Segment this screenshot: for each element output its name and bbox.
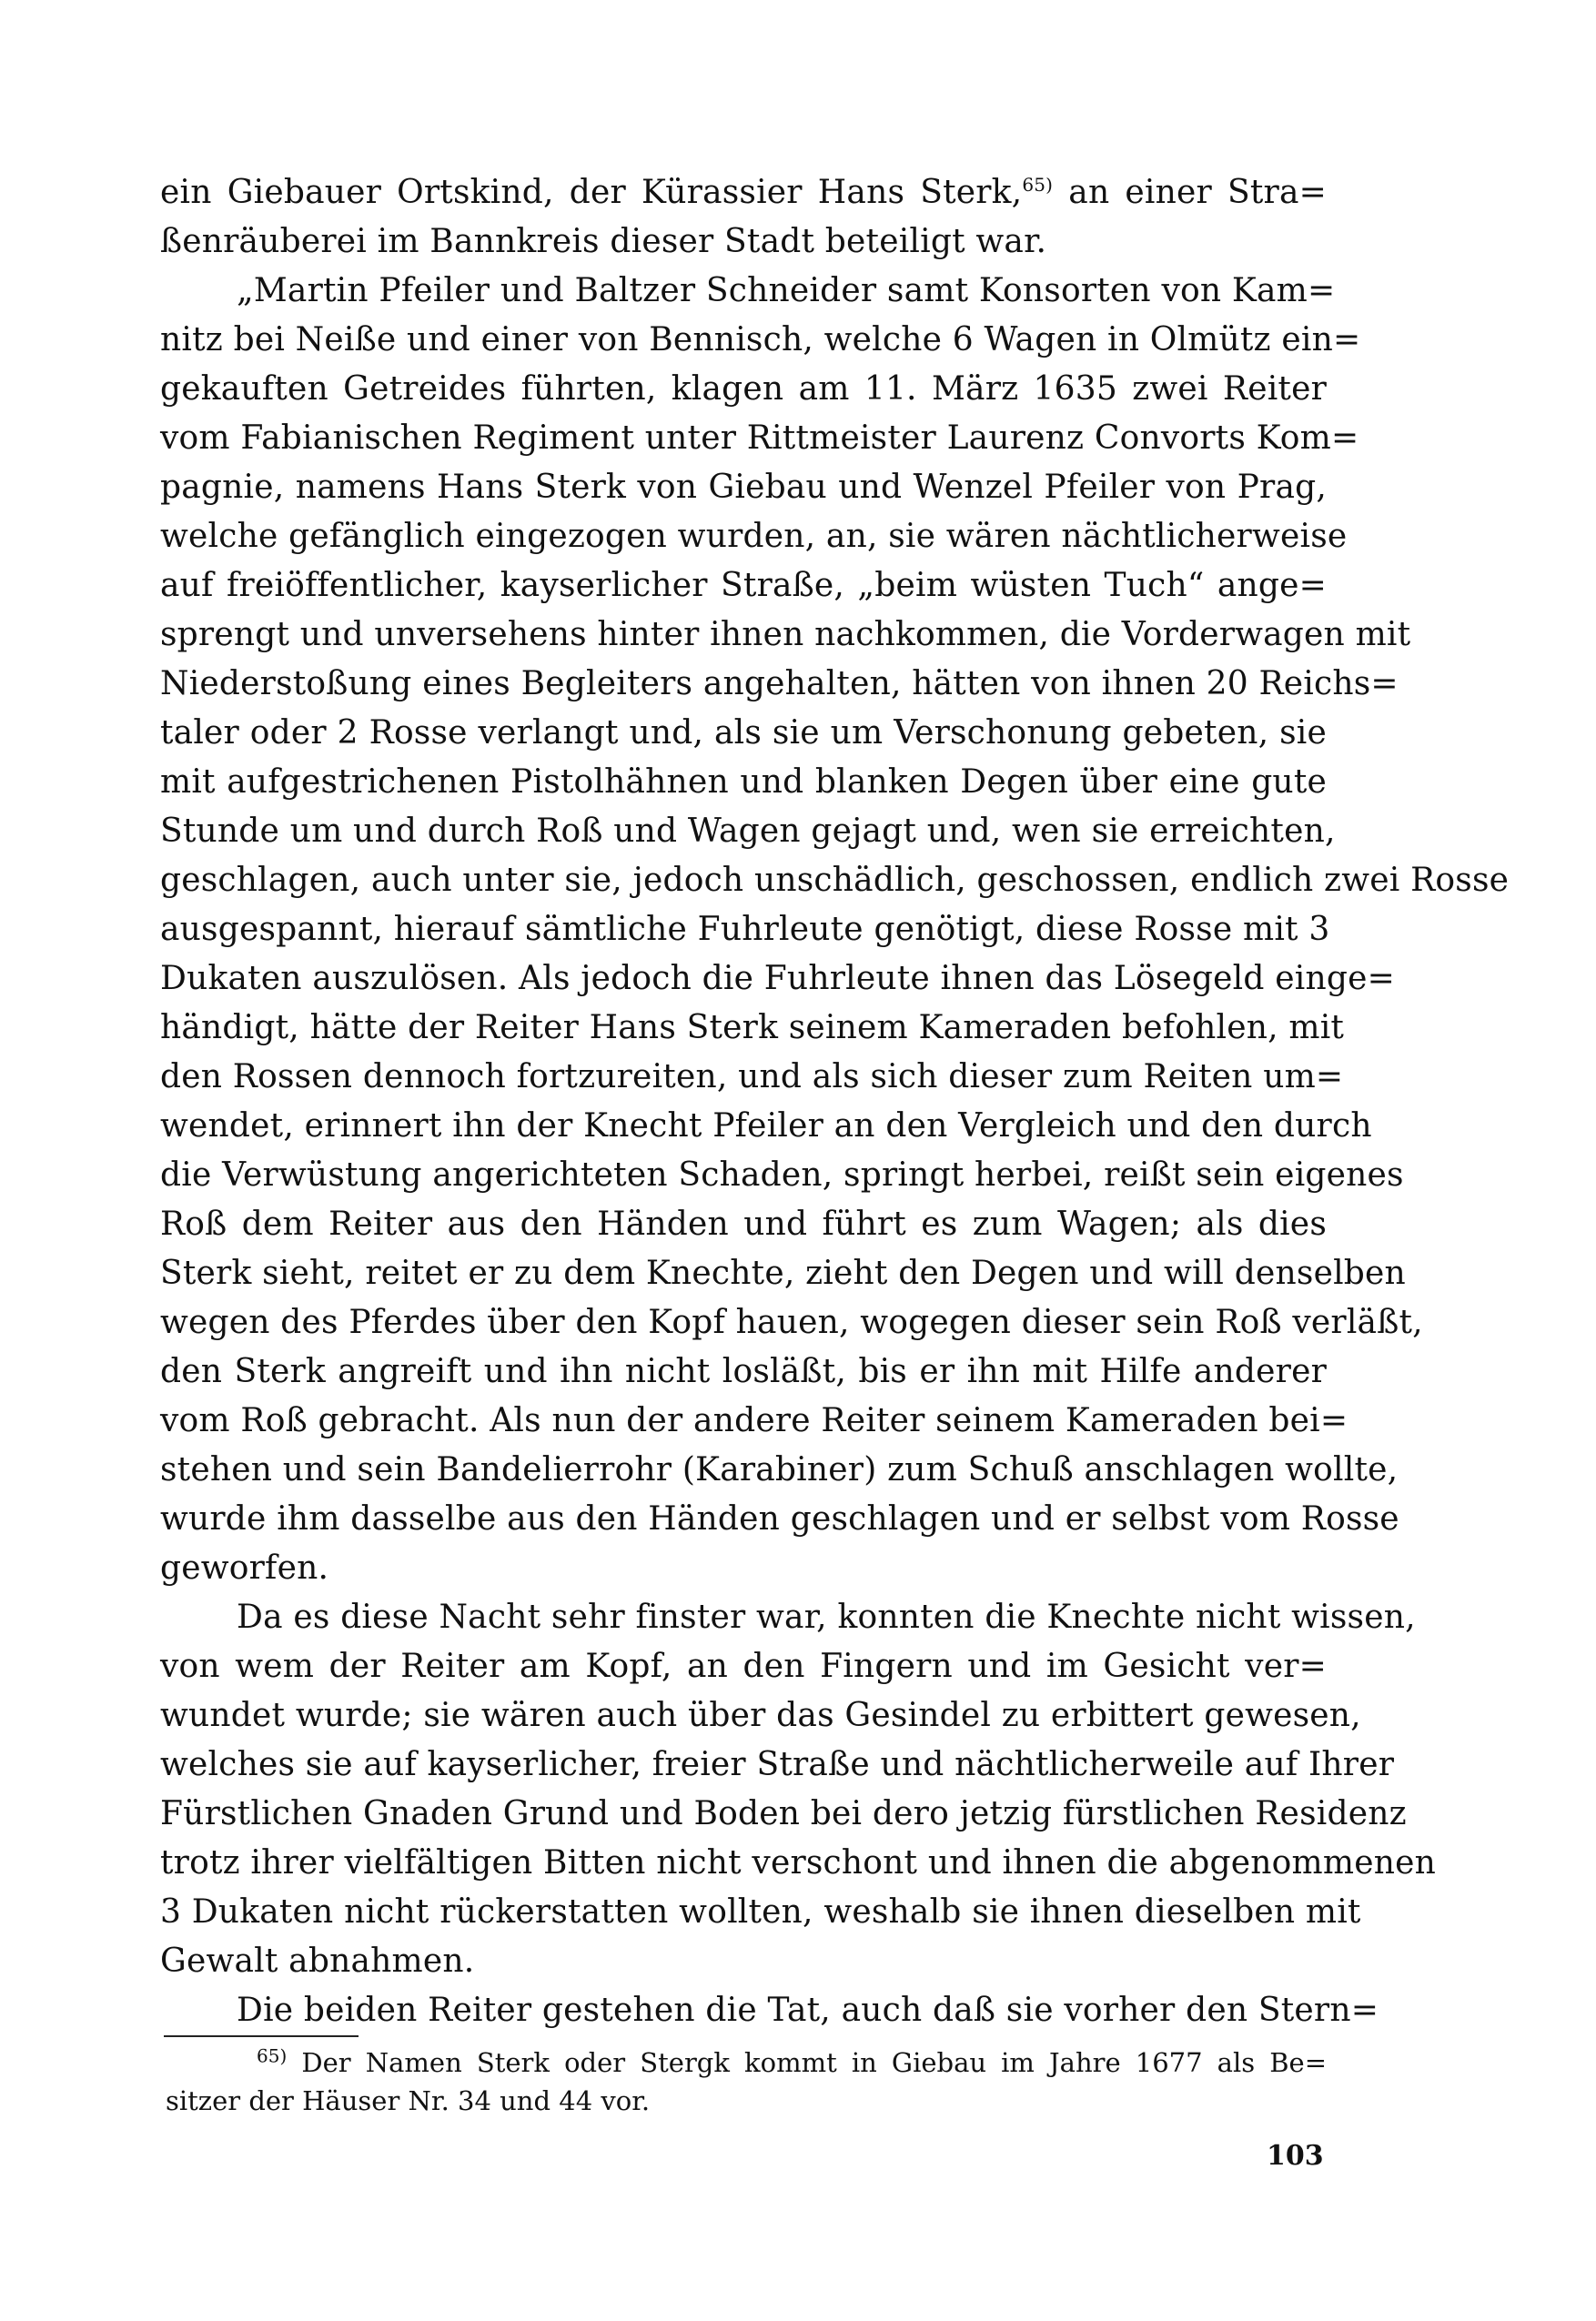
body-text <box>160 168 1510 2035</box>
text-line: sprengt und unversehens hinter ihnen nachkommen, die Vorderwagen mit <box>160 616 1411 653</box>
footnote <box>166 2043 1327 2120</box>
text-line: welche gefänglich eingezogen wurden, an, sie wären nächtlicherweise <box>160 518 1348 555</box>
text-line: Fürstlichen Gnaden Grund und Boden bei dero jetzig fürstlichen Residenz <box>160 1795 1407 1832</box>
text-line: geworfen. <box>160 1549 329 1587</box>
text-line: vom Fabianischen Regiment unter Rittmeister Laurenz Convorts Kom= <box>160 419 1359 457</box>
text-line: den Rossen dennoch fortzureiten, und als sich dieser zum Reiten um= <box>160 1058 1344 1095</box>
text-line: taler oder 2 Rosse verlangt und, als sie um Verschonung gebeten, sie <box>160 714 1327 752</box>
text-line: stehen und sein Bandelierrohr (Karabiner) zum Schuß anschlagen wollte, <box>160 1451 1399 1488</box>
text-line: wundet wurde; sie wären auch über das Gesindel zu erbittert gewesen, <box>160 1697 1361 1734</box>
text-line: Sterk sieht, reitet er zu dem Knechte, zieht den Degen und will denselben <box>160 1255 1406 1292</box>
text-line: ßenräuberei im Bannkreis dieser Stadt beteiligt war. <box>160 223 1047 260</box>
text-line: welches sie auf kayserlicher, freier Straße und nächtlicherweile auf Ihrer <box>160 1746 1395 1783</box>
footnote-line: $^{65)}$ Der Namen Sterk oder Stergk kommt in Giebau im Jahre 1677 als Be= <box>257 2044 1327 2078</box>
text-line: die Verwüstung angerichteten Schaden, springt herbei, reißt sein eigenes <box>160 1156 1404 1194</box>
footnote-marker: 65) <box>257 2044 288 2067</box>
text-line: den Sterk angreift und ihn nicht losläßt, bis er ihn mit Hilfe anderer <box>160 1353 1327 1390</box>
text-line: vom Roß gebracht. Als nun der andere Reiter seinem Kameraden bei= <box>160 1402 1349 1439</box>
text-line: ein Giebauer Ortskind, der Kürassier Hans Sterk,$^{65)}$ an einer Stra= <box>160 174 1327 211</box>
text-line: Roß dem Reiter aus den Händen und führt es zum Wagen; als dies <box>160 1206 1327 1243</box>
text-line: händigt, hätte der Reiter Hans Sterk seinem Kameraden befohlen, mit <box>160 1009 1345 1046</box>
text-line: auf freiöffentlicher, kayserlicher Straße, „beim wüsten Tuch“ ange= <box>160 567 1327 604</box>
text-line: nitz bei Neiße und einer von Bennisch, welche 6 Wagen in Olmütz ein= <box>160 321 1361 358</box>
text-line: „Martin Pfeiler und Baltzer Schneider samt Konsorten von Kam= <box>237 272 1336 309</box>
footnote-line: sitzer der Häuser Nr. 34 und 44 vor. <box>166 2085 651 2116</box>
text-line: Da es diese Nacht sehr finster war, konnten die Knechte nicht wissen, <box>237 1599 1416 1636</box>
text-line: wendet, erinnert ihn der Knecht Pfeiler an den Vergleich und den durch <box>160 1107 1372 1145</box>
text-line: mit aufgestrichenen Pistolhähnen und blanken Degen über eine gute <box>160 763 1327 801</box>
text-line: Die beiden Reiter gestehen die Tat, auch daß sie vorher den Stern= <box>237 1992 1379 2029</box>
text-line: von wem der Reiter am Kopf, an den Fingern und im Gesicht ver= <box>160 1648 1327 1685</box>
text-line: pagnie, namens Hans Sterk von Giebau und Wenzel Pfeiler von Prag, <box>160 469 1327 506</box>
text-line: 3 Dukaten nicht rückerstatten wollten, weshalb sie ihnen dieselben mit <box>160 1893 1361 1931</box>
text-line: geschlagen, auch unter sie, jedoch unschädlich, geschossen, endlich zwei Rosse <box>160 862 1510 899</box>
text-line: trotz ihrer vielfältigen Bitten nicht verschont und ihnen die abgenommenen <box>160 1844 1437 1882</box>
text-line: gekauften Getreides führten, klagen am 11. März 1635 zwei Reiter <box>160 370 1327 408</box>
text-line: Niederstoßung eines Begleiters angehalten, hätten von ihnen 20 Reichs= <box>160 665 1399 702</box>
text-line: Stunde um und durch Roß und Wagen gejagt und, wen sie erreichten, <box>160 812 1336 850</box>
text-line: Gewalt abnahmen. <box>160 1943 475 1980</box>
page-number: 103 <box>1267 2140 1324 2172</box>
text-line: Dukaten auszulösen. Als jedoch die Fuhrleute ihnen das Lösegeld einge= <box>160 960 1396 997</box>
text-line: wurde ihm dasselbe aus den Händen geschlagen und er selbst vom Rosse <box>160 1500 1399 1538</box>
footnote-divider <box>164 2035 359 2037</box>
text-line: ausgespannt, hierauf sämtliche Fuhrleute genötigt, diese Rosse mit 3 <box>160 911 1330 948</box>
text-line: wegen des Pferdes über den Kopf hauen, wogegen dieser sein Roß verläßt, <box>160 1304 1423 1341</box>
footnote-reference[interactable]: 65) <box>1022 174 1054 196</box>
